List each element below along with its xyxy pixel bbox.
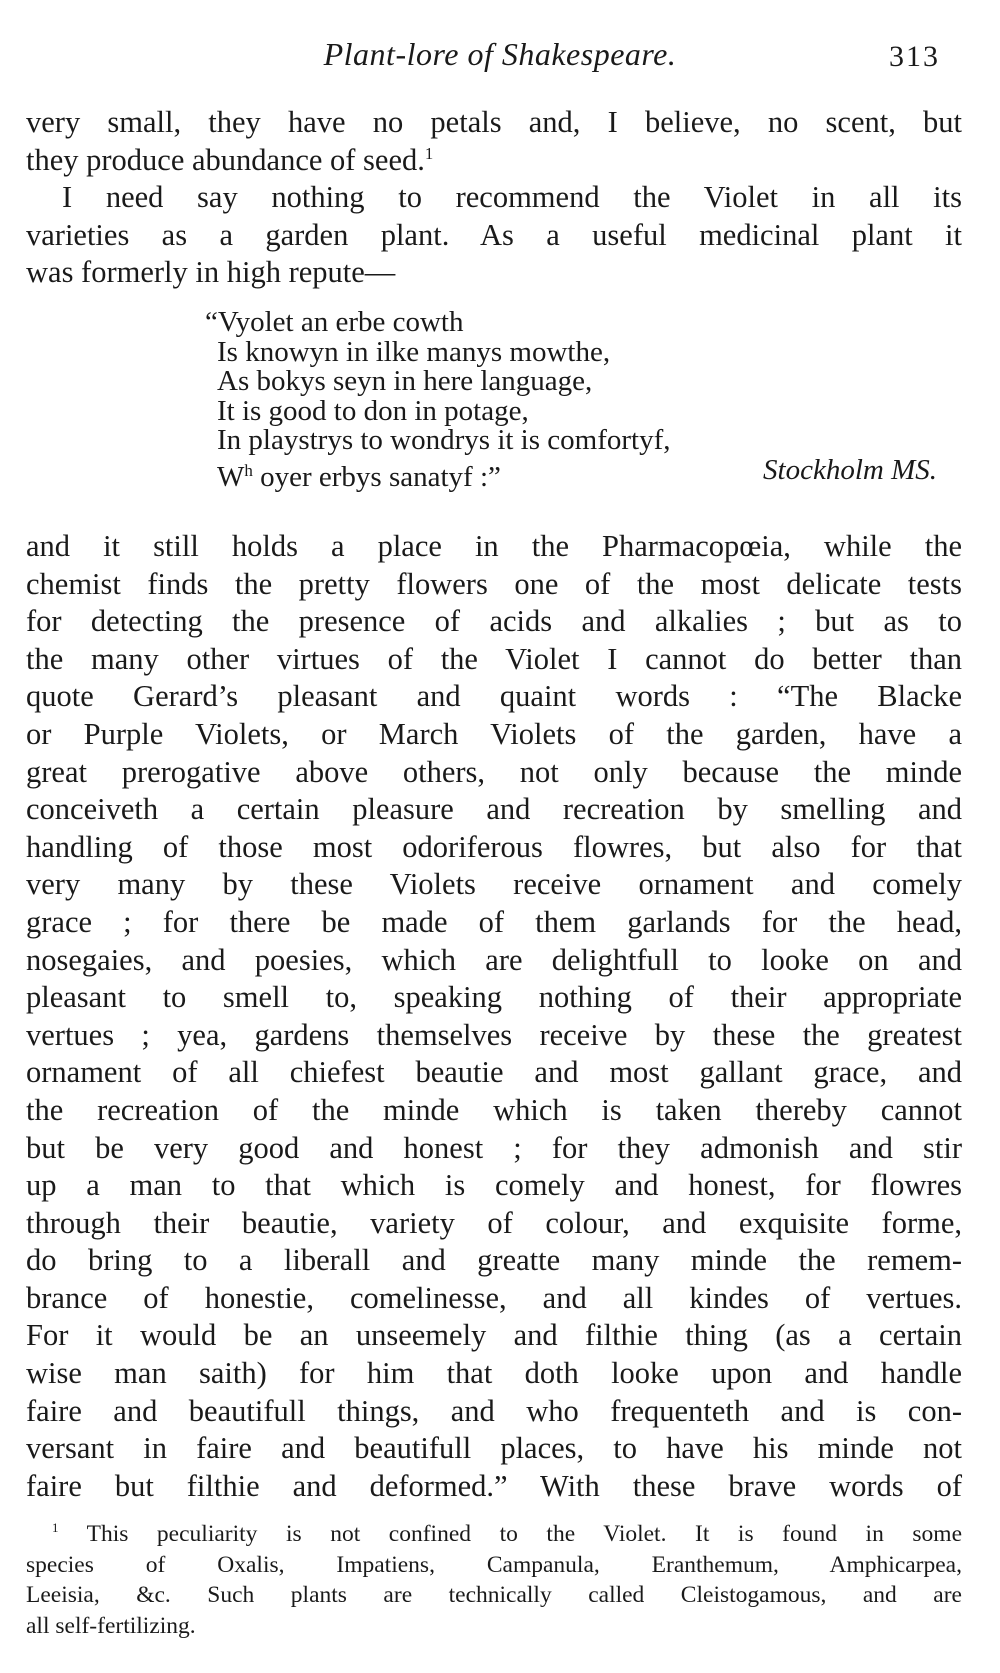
poem-line-rest: oyer erbys sanatyf :” [252, 460, 501, 493]
paragraph-1 [26, 104, 962, 179]
footnote-marker: 1 [424, 143, 434, 163]
poem-line [205, 453, 945, 493]
poem-line-prefix: W [217, 460, 245, 493]
poem-source: Stockholm MS. [763, 453, 937, 486]
poem-line: As bokys seyn in here language, [217, 365, 593, 397]
footnote-line: all self-fertilizing. [26, 1613, 196, 1640]
text-line: I need say nothing to recommend the Violet in all its [62, 180, 962, 214]
text-line: but be very good and honest ; for they admonish and stir [26, 1130, 962, 1165]
text-line: conceiveth a certain pleasure and recreation by smelling and [26, 792, 962, 827]
text-line: vertues ; yea, gardens themselves receive by these the greatest [26, 1017, 962, 1052]
text-line: the many other virtues of the Violet I cannot do better than [26, 641, 962, 676]
footnote-number: 1 [52, 1520, 59, 1536]
text-line: was formerly in high repute— [26, 255, 396, 290]
text-line: brance of honestie, comelinesse, and all kindes of vertues. [26, 1280, 962, 1315]
text-line: pleasant to smell to, speaking nothing of their appropriate [26, 980, 962, 1015]
text-line: the recreation of the minde which is taken thereby cannot [26, 1092, 962, 1127]
text-line: do bring to a liberall and greatte many minde the remem- [26, 1243, 962, 1278]
poem-line-superscript: h [244, 460, 253, 480]
text-line: through their beautie, variety of colour, and exquisite forme, [26, 1205, 962, 1240]
poem-line: “Vyolet an erbe cowth [205, 306, 464, 338]
footnote-line-content: This peculiarity is not confined to the Violet. It is found in some [86, 1521, 963, 1547]
page-number: 313 [889, 40, 940, 73]
footnote-line [26, 1519, 962, 1550]
page-header [0, 36, 1000, 82]
poem-line: Is knowyn in ilke manys mowthe, [217, 335, 611, 368]
footnote [26, 1519, 962, 1642]
text-line: ornament of all chiefest beautie and most gallant grace, and [26, 1055, 962, 1090]
text-line: quote Gerard’s pleasant and quaint words : “The Blacke [26, 679, 962, 714]
text-line: great prerogative above others, not only because the minde [26, 754, 962, 789]
poem-line: It is good to don in potage, [217, 394, 529, 427]
text-line: faire but filthie and deformed.” With these brave words of [26, 1468, 962, 1503]
poem-line: In playstrys to wondrys it is comfortyf, [217, 424, 671, 456]
text-line: very small, they have no petals and, I believe, no scent, but [26, 105, 962, 139]
text-line [26, 142, 962, 180]
text-line: handling of those most odoriferous flowres, but also for that [26, 829, 962, 864]
text-line: very many by these Violets receive ornament and comely [26, 867, 962, 902]
text-line: or Purple Violets, or March Violets of the garden, have a [26, 716, 962, 751]
text-line: wise man saith) for him that doth looke upon and handle [26, 1356, 962, 1391]
text-line-content: they produce abundance of seed. [26, 142, 425, 177]
text-line: varieties as a garden plant. As a useful medicinal plant it [26, 217, 962, 252]
text-line: For it would be an unseemely and filthie thing (as a certain [26, 1318, 962, 1353]
footnote-line: Leeisia, &c. Such plants are technically called Cleistogamous, and are [26, 1582, 962, 1609]
text-line: up a man to that which is comely and honest, for flowres [26, 1168, 962, 1203]
footnote-line: species of Oxalis, Impatiens, Campanula, Eranthemum, Amphicarpea, [26, 1551, 962, 1578]
paragraph-2 [26, 179, 962, 292]
text-line: for detecting the presence of acids and alkalies ; but as to [26, 604, 962, 639]
text-line: grace ; for there be made of them garlands for the head, [26, 904, 962, 939]
poem-quotation [205, 306, 945, 493]
text-line: chemist finds the pretty flowers one of the most delicate tests [26, 566, 962, 601]
text-line: nosegaies, and poesies, which are delightfull to looke on and [26, 942, 962, 977]
text-line: versant in faire and beautifull places, to have his minde not [26, 1431, 962, 1466]
text-line: faire and beautifull things, and who frequenteth and is con- [26, 1393, 962, 1428]
text-line: and it still holds a place in the Pharmacopœia, while the [26, 529, 962, 563]
running-title: Plant-lore of Shakespeare. [323, 36, 677, 72]
paragraph-3 [26, 528, 962, 1505]
